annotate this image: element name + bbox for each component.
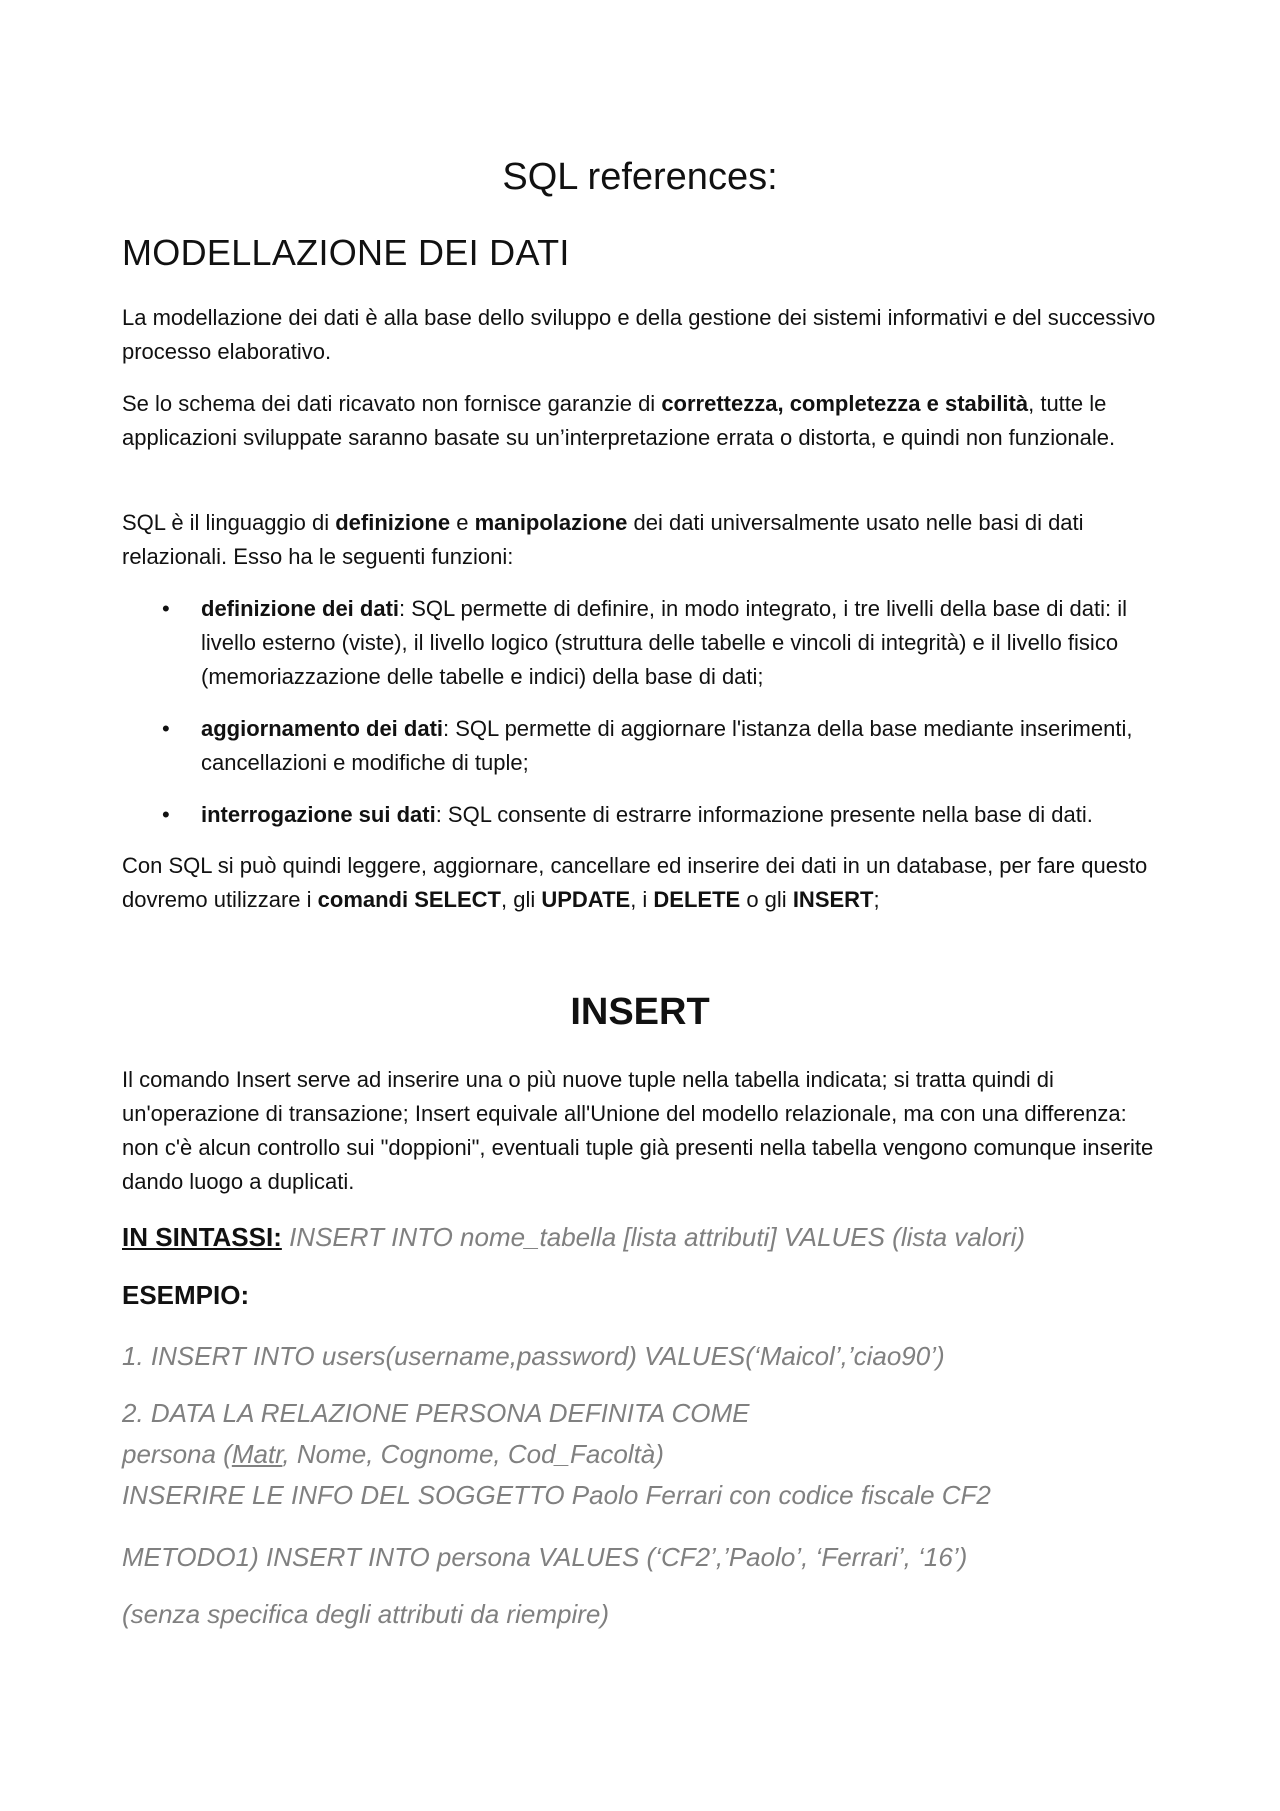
- text-run: o gli: [740, 887, 793, 912]
- example-label: ESEMPIO:: [122, 1280, 250, 1310]
- bold-run: DELETE: [653, 887, 741, 912]
- bullet-icon: •: [162, 802, 170, 827]
- paragraph-modellazione-intro: La modellazione dei dati è alla base dello sviluppo e della gestione dei sistemi informativi e del successivo processo elaborativo.: [122, 305, 1156, 364]
- bullet-term: aggiornamento dei dati: [201, 716, 444, 741]
- list-item: [122, 712, 1158, 780]
- bold-run: definizione: [335, 510, 451, 535]
- section-heading-insert: INSERT: [570, 991, 710, 1033]
- sql-functions-list: [122, 592, 1158, 850]
- bold-run: manipolazione: [474, 510, 628, 535]
- example-metodo1-code: METODO1) INSERT INTO persona VALUES (‘CF2’,’Paolo’, ‘Ferrari’, ‘16’): [122, 1542, 968, 1572]
- syntax-line: [122, 1218, 1025, 1256]
- paragraph-schema-garanzie: [122, 387, 1158, 455]
- example-2-text: [122, 1393, 991, 1516]
- list-item: [122, 798, 1158, 832]
- bullet-text: : SQL permette di definire, in modo integrato, i tre livelli della base di dati: il livello esterno (viste), il livello logico (struttura delle tabelle e vincoli di integrità) e il livello fisico (memoriazzazione delle tabelle e indici) della base di dati;: [201, 596, 1128, 689]
- bullet-icon: •: [162, 716, 170, 741]
- bullet-text: : SQL consente di estrarre informazione presente nella base di dati.: [435, 802, 1093, 827]
- example-2-line-3: INSERIRE LE INFO DEL SOGGETTO Paolo Ferrari con codice fiscale CF2: [122, 1480, 991, 1510]
- syntax-code: INSERT INTO nome_tabella [lista attributi] VALUES (lista valori): [281, 1222, 1026, 1252]
- text-run: dei dati universalmente usato nelle basi di dati relazionali. Esso ha le seguenti funzioni:: [122, 510, 1084, 569]
- bold-run: comandi SELECT: [317, 887, 501, 912]
- text-run: , gli: [501, 887, 542, 912]
- document-title: SQL references:: [502, 156, 778, 198]
- text-run: e: [450, 510, 475, 535]
- syntax-label: IN SINTASSI:: [122, 1222, 282, 1252]
- text-run: , Nome, Cognome, Cod_Facoltà): [282, 1439, 664, 1469]
- bullet-text: : SQL permette di aggiornare l'istanza della base mediante inserimenti, cancellazioni e modifiche di tuple;: [201, 716, 1133, 775]
- text-run: , i: [630, 887, 654, 912]
- text-run: persona (: [122, 1439, 232, 1469]
- bold-run: UPDATE: [541, 887, 631, 912]
- example-1-code: 1. INSERT INTO users(username,password) VALUES(‘Maicol’,’ciao90’): [122, 1341, 945, 1371]
- paragraph-sql-comandi: [122, 849, 1158, 917]
- text-run: Con SQL si può quindi leggere, aggiornare, cancellare ed inserire dei dati in un database, per fare questo dovremo utilizzare i: [122, 853, 1148, 912]
- text-run: , tutte le applicazioni sviluppate saranno basate su un’interpretazione errata o distorta, e quindi non funzionale.: [122, 391, 1116, 450]
- bold-run: INSERT: [792, 887, 874, 912]
- text-run: ;: [873, 887, 880, 912]
- bold-run: correttezza, completezza e stabilità: [661, 391, 1029, 416]
- primary-key-text: Matr: [231, 1439, 283, 1469]
- text-run: Se lo schema dei dati ricavato non fornisce garanzie di: [122, 391, 662, 416]
- bullet-term: definizione dei dati: [201, 596, 400, 621]
- bullet-icon: •: [162, 596, 170, 621]
- example-2-line-1: 2. DATA LA RELAZIONE PERSONA DEFINITA COME: [122, 1398, 750, 1428]
- section-heading-modellazione: MODELLAZIONE DEI DATI: [122, 232, 570, 273]
- paragraph-insert-description: Il comando Insert serve ad inserire una o più nuove tuple nella tabella indicata; si tratta quindi di un'operazione di transazione; Insert equivale all'Unione del modello relazionale, ma con una differenza: non c'è alcun controllo sui "doppioni", eventuali tuple già presenti nella tabella vengono comunque inserite dando luogo a duplicati.: [122, 1067, 1154, 1194]
- bullet-term: interrogazione sui dati: [201, 802, 436, 827]
- text-run: SQL è il linguaggio di: [122, 510, 336, 535]
- paragraph-sql-linguaggio: [122, 506, 1158, 574]
- example-metodo1-note: (senza specifica degli attributi da riempire): [122, 1599, 609, 1629]
- list-item: [122, 592, 1158, 694]
